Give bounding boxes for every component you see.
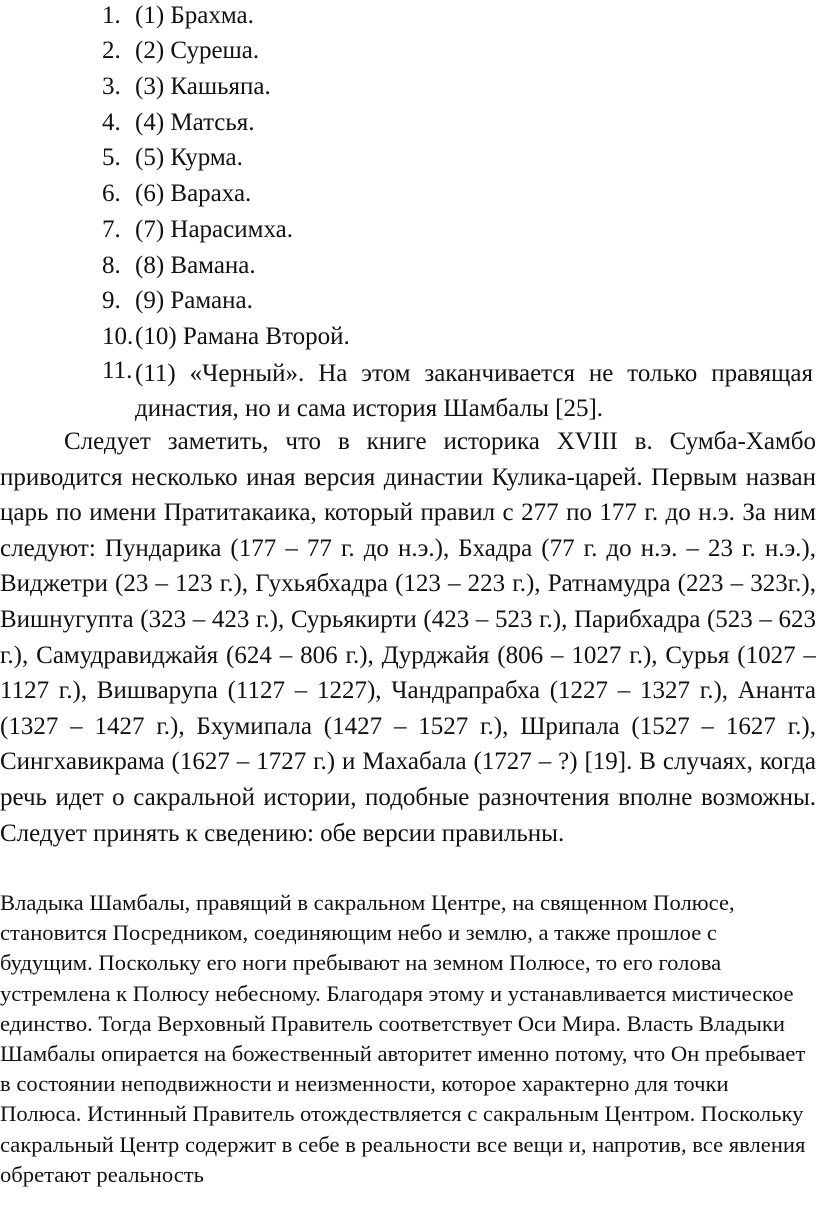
list-item-number: 5. <box>102 144 121 171</box>
list-item-text: (10) Рамана Второй. <box>135 323 350 350</box>
list-item-text: (1) Брахма. <box>135 2 254 29</box>
list-item-number: 1. <box>102 2 121 29</box>
list-item-number: 11. <box>102 357 133 384</box>
body-paragraph: Владыка Шамбалы, правящий в сакральном Центре, на священном Полюсе, становится Посредником, соединяющим небо и землю, а также прошлое с будущим. Поскольку его ноги пребывают на земном Полюсе, то его голова устремлена к Полюсу небесному. Благодаря этому и устанавливается мистическое единство. Тогда Верховный Правитель соответствует Оси Мира. Власть Владыки Шамбалы опирается на божественный авторитет именно потому, что Он пребывает в состоянии неподвижности и неизменности, которое характерно для точки Полюса. Истинный Правитель отождествляется с сакральным Центром. Поскольку сакральный Центр содержит в себе в реальности все вещи и, напротив, все явления обретают реальность <box>0 890 806 1187</box>
list-item-number: 9. <box>102 287 121 314</box>
list-item-text: (11) «Черный». На этом заканчивается не только правящая династия, но и сама история Шамбалы [25]. <box>135 360 813 422</box>
list-item-number: 8. <box>102 252 121 279</box>
list-item-text: (4) Матсья. <box>135 109 255 136</box>
list-item-text: (7) Нарасимха. <box>135 216 293 243</box>
list-item-text: (8) Вамана. <box>135 252 256 279</box>
list-item-text: (5) Курма. <box>135 144 243 171</box>
list-item-number: 4. <box>102 109 121 136</box>
list-item-text: (9) Рамана. <box>135 287 253 314</box>
list-item-number: 6. <box>102 180 121 207</box>
list-item-number: 3. <box>102 73 121 100</box>
list-item-text: (6) Вараха. <box>135 180 252 207</box>
list-item-number: 7. <box>102 216 121 243</box>
list-item-text: (2) Суреша. <box>135 37 260 64</box>
list-item-text: (3) Кашьяпа. <box>135 73 271 100</box>
body-paragraph: Следует заметить, что в книге историка XVIII в. Сумба-Хамбо приводится несколько иная версия династии Кулика-царей. Первым назван царь по имени Пратитакаика, который правил с 277 по 177 г. до н.э. За ним следуют: Пундарика (177 – 77 г. до н.э.), Бхадра (77 г. до н.э. – 23 г. н.э.), Виджетри (23 – 123 г.), Гухьябхадра (123 – 223 г.), Ратнамудра (223 – 323г.), Вишнугупта (323 – 423 г.), Сурьякирти (423 – 523 г.), Парибхадра (523 – 623 г.), Самудравиджайя (624 – 806 г.), Дурджайя (806 – 1027 г.), Сурья (1027 – 1127 г.), Вишварупа (1127 – 1227), Чандрапрабха (1227 – 1327 г.), Ананта (1327 – 1427 г.), Бхумипала (1427 – 1527 г.), Шрипала (1527 – 1627 г.), Сингхавикрама (1627 – 1727 г.) и Махабала (1727 – ?) [19]. В случаях, когда речь идет о сакральной истории, подобные разночтения вполне возможны. Следует принять к сведению: обе версии правильны. <box>0 428 816 847</box>
list-item-number: 10. <box>102 323 134 350</box>
list-item-number: 2. <box>102 37 121 64</box>
